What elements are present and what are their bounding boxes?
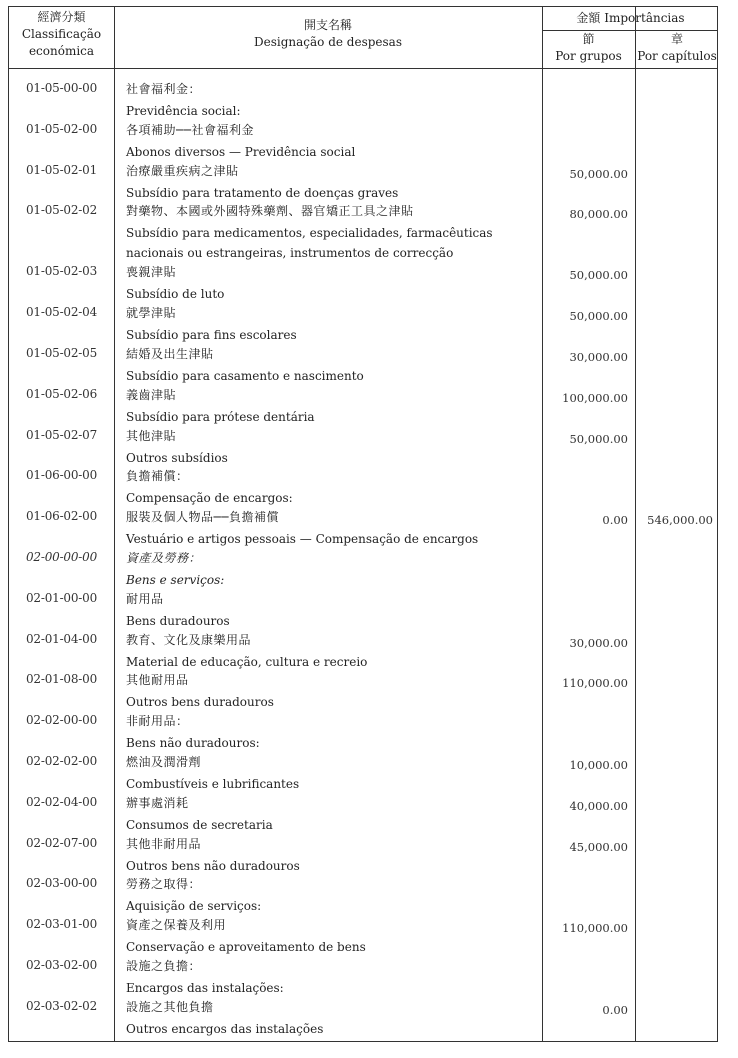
row-label-zh: 服裝及個人物品──負擔補償 — [126, 510, 279, 525]
row-label-pt: Material de educação, cultura e recreio — [126, 654, 368, 669]
header-chapter-pt: Por capítulos — [637, 49, 717, 63]
row-label-zh: 治療嚴重疾病之津貼 — [126, 163, 239, 178]
table-row — [9, 705, 719, 751]
row-code: 02-03-02-00 — [25, 957, 98, 972]
header-desc-pt: Designação de despesas — [254, 35, 402, 49]
table-row — [9, 542, 719, 587]
row-code: 01-06-02-00 — [25, 509, 98, 524]
header-classification — [9, 9, 114, 60]
row-label-pt: Conservação e aproveitamento de bens — [126, 940, 366, 955]
table-row — [9, 991, 719, 1036]
header-by-chapter — [635, 31, 719, 65]
row-label-zh: 資產及勞務： — [126, 550, 202, 565]
table-row — [9, 624, 719, 669]
header-amount: 金額 Importâncias — [576, 11, 685, 25]
row-label-pt: Combustíveis e lubrificantes — [126, 776, 300, 791]
row-label-pt: Outros subsídios — [126, 450, 228, 465]
row-label-pt: Compensação de encargos: — [126, 491, 293, 506]
row-label-zh: 設施之其他負擔 — [126, 999, 214, 1014]
row-code: 01-05-02-07 — [25, 427, 98, 442]
row-code: 02-01-00-00 — [25, 590, 98, 605]
row-label-zh: 社會福利金： — [126, 82, 202, 96]
row-code: 01-05-02-05 — [25, 345, 98, 360]
header-bottom-rule — [9, 68, 717, 69]
header-desc-zh: 開支名稱 — [303, 18, 352, 32]
table-row — [9, 787, 719, 832]
table-row — [9, 868, 719, 914]
row-label-pt: Vestuário e artigos pessoais — Compensação de encargos — [126, 532, 479, 547]
row-label-pt: Subsídio para prótese dentária — [126, 409, 315, 424]
table-row — [9, 460, 719, 506]
row-code: 02-02-02-00 — [25, 753, 98, 768]
table-row — [9, 420, 719, 465]
row-code: 02-02-07-00 — [25, 835, 98, 850]
row-amount-group: 50,000.00 — [569, 166, 628, 181]
table-row — [9, 909, 719, 955]
row-label-pt: Bens e serviços: — [126, 572, 225, 587]
row-label-pt: Subsídio para tratamento de doenças graves — [126, 185, 399, 200]
row-label-zh: 耐用品 — [126, 591, 164, 606]
header-class-pt1: Classificação — [21, 27, 102, 41]
header-class-zh: 經濟分類 — [37, 10, 86, 24]
row-code: 02-03-01-00 — [25, 917, 98, 932]
table-row — [9, 114, 719, 159]
row-label-zh: 資產之保養及利用 — [126, 918, 227, 933]
row-label-pt: Outros bens não duradouros — [126, 858, 300, 873]
header-designation — [114, 17, 542, 51]
row-code: 01-06-00-00 — [25, 468, 98, 483]
table-row — [9, 583, 719, 628]
row-label-zh: 燃油及潤滑劑 — [126, 754, 202, 769]
row-code: 01-05-02-03 — [25, 264, 98, 279]
row-code: 02-01-08-00 — [25, 672, 98, 687]
row-code: 02-03-02-02 — [25, 998, 98, 1013]
header-group-zh: 節 — [582, 32, 595, 46]
row-amount-group: 45,000.00 — [569, 839, 628, 854]
row-amount-group: 0.00 — [602, 1002, 628, 1017]
row-amount-group: 110,000.00 — [562, 921, 628, 936]
header-by-group — [542, 31, 635, 65]
row-code: 02-02-00-00 — [25, 713, 98, 728]
header-chapter-zh: 章 — [670, 32, 683, 46]
table-body — [9, 73, 719, 1036]
header-class-pt2: económica — [28, 44, 95, 58]
row-label-pt: Encargos das instalações: — [126, 980, 284, 995]
table-row — [9, 746, 719, 791]
table-row — [9, 828, 719, 873]
row-code: 01-05-02-02 — [25, 203, 98, 218]
table-row — [9, 950, 719, 995]
row-label-pt: Bens não duradouros: — [126, 736, 260, 751]
row-label-zh: 其他津貼 — [126, 428, 177, 443]
row-label-pt: Consumos de secretaria — [126, 817, 273, 832]
table-row — [9, 338, 719, 383]
row-label-zh: 勞務之取得： — [126, 877, 202, 892]
row-label-pt: Subsídio para fins escolares — [126, 328, 297, 343]
table-row — [9, 256, 719, 302]
row-amount-group: 80,000.00 — [569, 207, 628, 222]
row-label-zh: 設施之負擔： — [126, 958, 202, 973]
row-code: 02-01-04-00 — [25, 631, 98, 646]
row-label-pt: Outros bens duradouros — [126, 695, 274, 710]
row-code: 01-05-02-01 — [25, 162, 98, 177]
table-row — [9, 379, 719, 424]
row-amount-group: 0.00 — [602, 513, 628, 528]
budget-table — [8, 6, 718, 1042]
row-label-pt: Outros encargos das instalações — [126, 1021, 324, 1036]
row-code: 02-02-04-00 — [25, 794, 98, 809]
row-code: 01-05-02-04 — [25, 305, 98, 320]
row-label-zh: 義齒津貼 — [126, 387, 177, 402]
row-label-zh: 辦事處消耗 — [126, 795, 189, 810]
row-label-pt: Aquisição de serviços: — [126, 899, 262, 914]
row-amount-group: 40,000.00 — [569, 798, 628, 813]
header-group-pt: Por grupos — [555, 49, 622, 63]
row-amount-group: 50,000.00 — [569, 268, 628, 283]
row-amount-chapter: 546,000.00 — [647, 513, 713, 528]
row-label-pt: Subsídio para medicamentos, especialidades, farmacêuticas nacionais ou estrangeiras, instrumentos de correcção — [126, 226, 493, 261]
row-label-zh: 負擔補償： — [126, 469, 189, 484]
row-amount-group: 100,000.00 — [562, 390, 628, 405]
row-label-pt: Bens duradouros — [126, 613, 230, 628]
row-code: 01-05-02-00 — [25, 121, 98, 136]
table-row — [9, 73, 719, 118]
row-amount-group: 50,000.00 — [569, 431, 628, 446]
table-row — [9, 501, 719, 547]
row-label-pt: Previdência social: — [126, 104, 241, 118]
row-label-zh: 就學津貼 — [126, 306, 177, 321]
row-code: 01-05-02-06 — [25, 386, 98, 401]
row-label-zh: 其他非耐用品 — [126, 836, 202, 851]
row-amount-group: 50,000.00 — [569, 309, 628, 324]
row-label-pt: Subsídio para casamento e nascimento — [126, 368, 364, 383]
row-label-zh: 其他耐用品 — [126, 673, 189, 688]
row-label-zh: 非耐用品： — [126, 714, 189, 729]
row-label-zh: 結婚及出生津貼 — [126, 346, 214, 361]
row-amount-group: 110,000.00 — [562, 676, 628, 691]
row-code: 02-03-00-00 — [25, 876, 98, 891]
table-row — [9, 297, 719, 343]
table-row — [9, 195, 719, 261]
row-label-zh: 各項補助──社會福利金 — [126, 122, 254, 137]
row-label-pt: Subsídio de luto — [126, 287, 225, 302]
row-label-zh: 教育、文化及康樂用品 — [126, 632, 252, 647]
row-amount-group: 30,000.00 — [569, 635, 628, 650]
row-label-zh: 喪親津貼 — [126, 265, 177, 280]
table-row — [9, 155, 719, 200]
table-row — [9, 664, 719, 710]
row-amount-group: 30,000.00 — [569, 349, 628, 364]
row-code: 02-00-00-00 — [25, 549, 98, 564]
row-amount-group: 10,000.00 — [569, 757, 628, 772]
row-code: 01-05-00-00 — [25, 81, 98, 95]
row-label-zh: 對藥物、本國或外國特殊藥劑、器官矯正工具之津貼 — [126, 204, 414, 219]
row-label-pt: Abonos diversos — Previdência social — [126, 144, 356, 159]
